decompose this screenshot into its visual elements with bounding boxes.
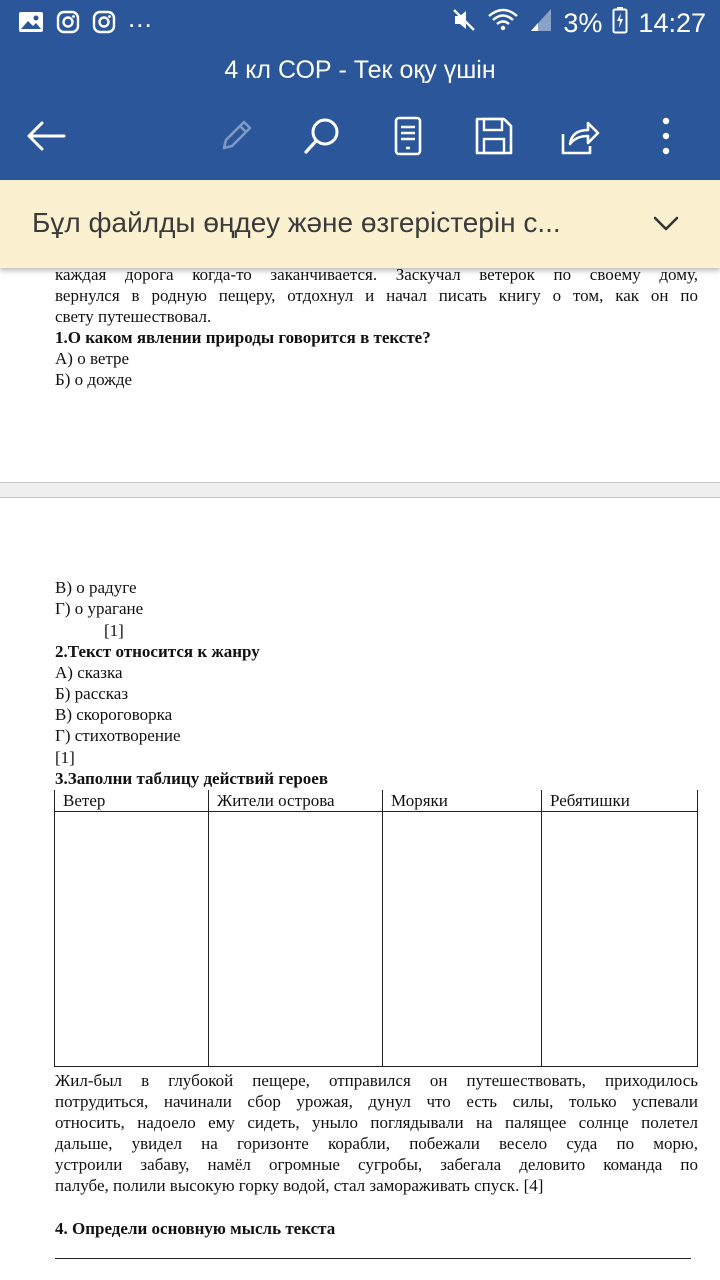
- app-bar: [0, 46, 720, 180]
- clock: 14:27: [638, 8, 706, 38]
- actions-paragraph-line: устроили забаву, намёл огромные сугробы, забегала деловито команда по: [55, 1155, 698, 1174]
- answer-option: В) о радуге: [55, 578, 137, 597]
- read-only-banner[interactable]: [0, 180, 720, 268]
- actions-paragraph-line: потрудиться, начинали сбор урожая, дунул что есть силы, только успевали: [55, 1092, 698, 1111]
- battery-charging-icon: [612, 6, 628, 41]
- question-1: 1.О каком явлении природы говорится в тексте?: [55, 328, 431, 347]
- banner-text: Бұл файлды өңдеу және өзгерістерін с...: [32, 207, 561, 238]
- chevron-down-icon[interactable]: [648, 210, 684, 238]
- mute-icon: [451, 7, 477, 40]
- story-line: каждая дорога когда-то заканчивается. Заскучал ветерок по своему дому,: [55, 268, 698, 284]
- question-3: 3.Заполни таблицу действий героев: [55, 769, 329, 788]
- answer-option: Г) о урагане: [55, 599, 144, 618]
- actions-paragraph-line: палубе, полили высокую горку водой, стал замораживать спуск. [4]: [55, 1176, 544, 1195]
- edit-pencil-icon: [216, 116, 256, 161]
- score-mark: [1]: [55, 748, 75, 767]
- table-cell: [383, 812, 542, 1067]
- question-4: 4. Определи основную мысль текста: [55, 1219, 336, 1238]
- score-mark: [1]: [104, 621, 124, 640]
- actions-paragraph-line: дальше, увидел на горизонте корабли, побежали весело суда по морю,: [55, 1134, 698, 1153]
- back-button[interactable]: [18, 110, 74, 166]
- document-title: 4 кл СОР - Тек оқу үшін: [224, 56, 496, 84]
- answer-option: Б) рассказ: [55, 684, 129, 703]
- instagram-icon: [56, 10, 80, 34]
- document-page-1: [0, 268, 720, 482]
- save-icon: [474, 116, 514, 161]
- table-cell: [55, 812, 209, 1067]
- answer-option: В) скороговорка: [55, 705, 173, 724]
- actions-paragraph-line: относить, надоело ему сидеть, уныло поглядывали на палящее солнце полетел: [55, 1113, 698, 1132]
- instagram-icon: [92, 10, 116, 34]
- table-cell: [542, 812, 698, 1067]
- search-icon: [302, 116, 342, 161]
- reading-view-icon: [393, 116, 423, 161]
- table-cell: [209, 812, 383, 1067]
- story-line: свету путешествовал.: [55, 307, 212, 326]
- question-2: 2.Текст относится к жанру: [55, 642, 260, 661]
- table-header-row: [55, 790, 698, 812]
- answer-option: А) о ветре: [55, 349, 130, 368]
- table-header-cell: Жители острова: [209, 790, 383, 812]
- table-header-cell: Ребятишки: [542, 790, 698, 812]
- actions-paragraph-line: Жил-был в глубокой пещере, отправился он путешествовать, приходилось: [55, 1071, 698, 1090]
- back-arrow-icon: [26, 120, 66, 157]
- story-line: вернулся в родную пещеру, отдохнул и начал писать книгу о том, как он по: [55, 286, 698, 305]
- answer-option: Б) о дожде: [55, 370, 133, 389]
- share-button[interactable]: [552, 110, 608, 166]
- table-header-cell: Ветер: [55, 790, 209, 812]
- table-header-cell: Моряки: [383, 790, 542, 812]
- table-row: [55, 812, 698, 1067]
- status-bar: [0, 0, 720, 46]
- heroes-table: [54, 790, 698, 1067]
- search-button[interactable]: [294, 110, 350, 166]
- more-vert-icon: [660, 116, 672, 161]
- answer-option: Г) стихотворение: [55, 726, 181, 745]
- signal-icon: [529, 7, 553, 40]
- reading-view-button[interactable]: [380, 110, 436, 166]
- save-button[interactable]: [466, 110, 522, 166]
- answer-option: А) сказка: [55, 663, 123, 682]
- wifi-icon: [487, 7, 519, 40]
- gallery-icon: [18, 10, 44, 34]
- battery-level: 3%: [563, 8, 603, 38]
- share-icon: [560, 116, 600, 161]
- page-break: [0, 482, 720, 498]
- more-options-button[interactable]: [638, 110, 694, 166]
- more-notifications: ...: [128, 3, 153, 33]
- edit-button[interactable]: [208, 110, 264, 166]
- answer-line: [55, 1258, 691, 1259]
